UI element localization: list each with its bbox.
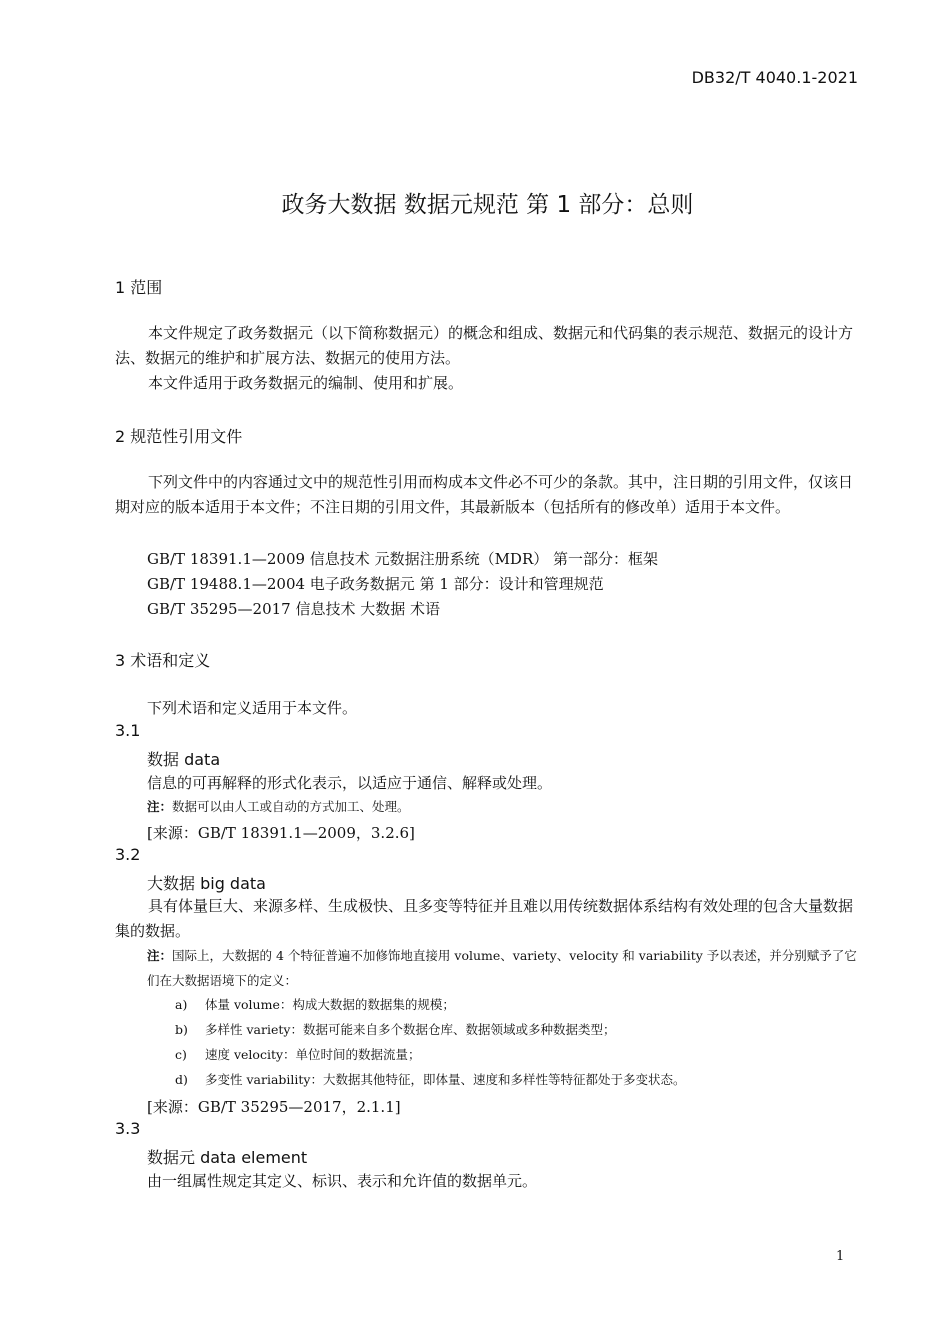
list-marker: d) — [175, 1072, 188, 1087]
list-item — [175, 1045, 421, 1063]
list-marker: b) — [175, 1022, 188, 1037]
term-title: 大数据 big data — [147, 874, 266, 893]
page-number: 1 — [836, 1249, 845, 1264]
note-text: 国际上，大数据的 4 个特征普遍不加修饰地直接用 volume、variety、velocity 和 variability 予以表述，并分别赋予了它们在大数据语境下的定义： — [147, 948, 857, 988]
list-item — [175, 1070, 686, 1088]
document-code: DB32/T 4040.1-2021 — [691, 68, 858, 87]
document-title: 政务大数据 数据元规范 第 1 部分：总则 — [281, 192, 694, 218]
term-source: [来源：GB/T 18391.1—2009，3.2.6] — [147, 824, 415, 842]
reference-item: GB/T 18391.1—2009 信息技术 元数据注册系统（MDR） 第一部分：框架 — [147, 550, 659, 568]
section-heading-normative-references: 2 规范性引用文件 — [115, 427, 243, 446]
note-label: 注： — [147, 948, 173, 963]
list-item — [175, 1020, 615, 1038]
paragraph: 本文件规定了政务数据元（以下简称数据元）的概念和组成、数据元和代码集的表示规范、数据元的设计方法、数据元的维护和扩展方法、数据元的使用方法。 — [115, 324, 854, 367]
term-number: 3.2 — [115, 845, 141, 864]
list-marker: c) — [175, 1047, 187, 1062]
reference-item: GB/T 19488.1—2004 电子政务数据元 第 1 部分：设计和管理规范 — [147, 575, 604, 593]
term-definition: 由一组属性规定其定义、标识、表示和允许值的数据单元。 — [147, 1172, 538, 1190]
list-text: 体量 volume：构成大数据的数据集的规模； — [205, 997, 455, 1012]
note-text: 数据可以由人工或自动的方式加工、处理。 — [172, 799, 410, 814]
term-source: [来源：GB/T 35295—2017，2.1.1] — [147, 1098, 401, 1116]
term-title: 数据元 data element — [147, 1148, 308, 1167]
list-text: 多样性 variety：数据可能来自多个数据仓库、数据领域或多种数据类型； — [205, 1022, 616, 1037]
term-number: 3.1 — [115, 721, 141, 740]
note-label: 注： — [147, 799, 173, 814]
list-marker: a) — [175, 997, 188, 1012]
section-heading-scope: 1 范围 — [115, 278, 163, 297]
term-definition: 信息的可再解释的形式化表示，以适应于通信、解释或处理。 — [147, 774, 553, 792]
paragraph: 下列术语和定义适用于本文件。 — [147, 699, 358, 717]
reference-item: GB/T 35295—2017 信息技术 大数据 术语 — [147, 600, 441, 618]
paragraph: 下列文件中的内容通过文中的规范性引用而构成本文件必不可少的条款。其中，注日期的引用文件，仅该日期对应的版本适用于本文件；不注日期的引用文件，其最新版本（包括所有的修改单）适用于本文件。 — [115, 473, 854, 516]
paragraph: 本文件适用于政务数据元的编制、使用和扩展。 — [148, 374, 464, 392]
section-heading-terms: 3 术语和定义 — [115, 651, 211, 670]
list-text: 速度 velocity：单位时间的数据流量； — [205, 1047, 421, 1062]
term-note — [147, 794, 859, 819]
term-number: 3.3 — [115, 1119, 141, 1138]
term-note — [147, 943, 859, 993]
list-item — [175, 995, 455, 1013]
term-title: 数据 data — [147, 750, 221, 769]
list-text: 多变性 variability：大数据其他特征，即体量、速度和多样性等特征都处于多变状态。 — [205, 1072, 686, 1087]
term-definition: 具有体量巨大、来源多样、生成极快、且多变等特征并且难以用传统数据体系结构有效处理的包含大量数据集的数据。 — [115, 897, 854, 940]
